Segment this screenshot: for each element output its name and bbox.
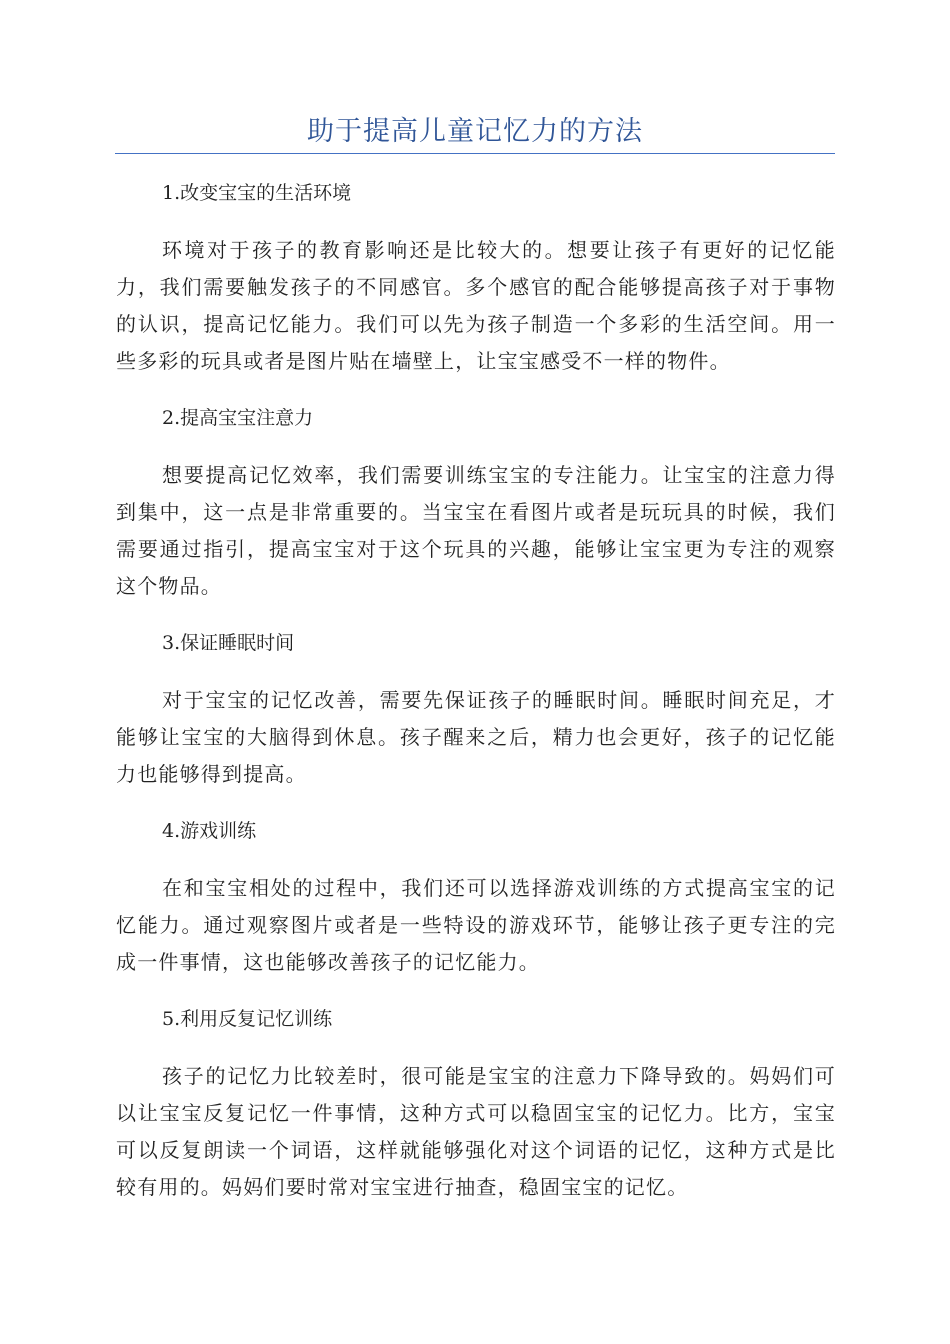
section-heading-5: 5.利用反复记忆训练	[162, 1008, 333, 1030]
section-paragraph-2: 想要提高记忆效率，我们需要训练宝宝的专注能力。让宝宝的注意力得到集中，这一点是非常重要的。当宝宝在看图片或者是玩玩具的时候，我们需要通过指引，提高宝宝对于这个玩具的兴趣，能够让宝宝更为专注的观察这个物品。	[116, 463, 836, 598]
section-heading-1: 1.改变宝宝的生活环境	[162, 182, 352, 204]
section-heading-2: 2.提高宝宝注意力	[162, 407, 314, 429]
document-body	[116, 175, 836, 1226]
section-paragraph-4: 在和宝宝相处的过程中，我们还可以选择游戏训练的方式提高宝宝的记忆能力。通过观察图片或者是一些特设的游戏环节，能够让孩子更专注的完成一件事情，这也能够改善孩子的记忆能力。	[116, 876, 836, 974]
section-paragraph-3: 对于宝宝的记忆改善，需要先保证孩子的睡眠时间。睡眠时间充足，才能够让宝宝的大脑得到休息。孩子醒来之后，精力也会更好，孩子的记忆能力也能够得到提高。	[116, 688, 836, 786]
title-underline	[115, 153, 835, 154]
section-heading-3: 3.保证睡眠时间	[162, 632, 295, 654]
section-paragraph-5: 孩子的记忆力比较差时，很可能是宝宝的注意力下降导致的。妈妈们可以让宝宝反复记忆一件事情，这种方式可以稳固宝宝的记忆力。比方，宝宝可以反复朗读一个词语，这样就能够强化对这个词语的记忆，这种方式是比较有用的。妈妈们要时常对宝宝进行抽查，稳固宝宝的记忆。	[116, 1064, 836, 1199]
section-heading-4: 4.游戏训练	[162, 820, 257, 842]
document-title: 助于提高儿童记忆力的方法	[307, 116, 643, 147]
section-paragraph-1: 环境对于孩子的教育影响还是比较大的。想要让孩子有更好的记忆能力，我们需要触发孩子的不同感官。多个感官的配合能够提高孩子对于事物的认识，提高记忆能力。我们可以先为孩子制造一个多彩的生活空间。用一些多彩的玩具或者是图片贴在墙壁上，让宝宝感受不一样的物件。	[116, 238, 836, 373]
